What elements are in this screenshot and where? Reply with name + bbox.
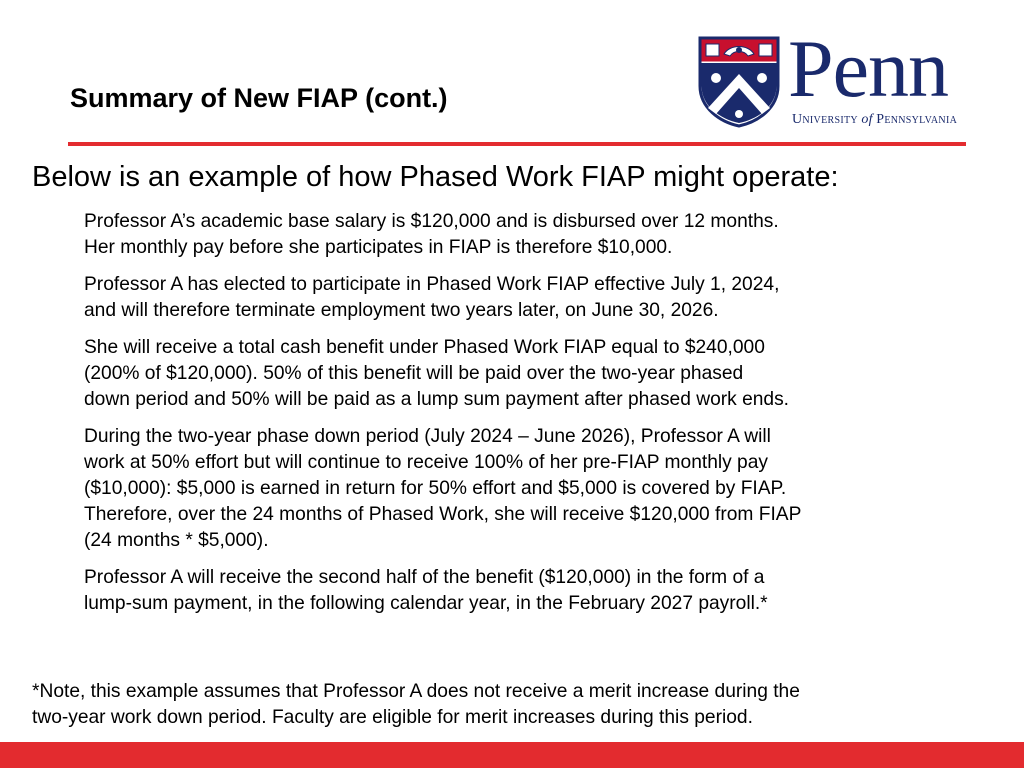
paragraph-election bbox=[84, 272, 964, 324]
paragraph-line: ($10,000): $5,000 is earned in return for 50% effort and $5,000 is covered by FIAP. bbox=[84, 478, 787, 499]
intro-heading: Below is an example of how Phased Work FIAP might operate: bbox=[32, 161, 839, 193]
logo-subtitle-pennsylvania: Pennsylvania bbox=[876, 112, 958, 127]
paragraph-lump-sum bbox=[84, 565, 964, 617]
footnote-line: two-year work down period. Faculty are eligible for merit increases during this period. bbox=[32, 707, 753, 728]
footnote-line: *Note, this example assumes that Professor A does not receive a merit increase during the bbox=[32, 681, 800, 702]
paragraph-line: Therefore, over the 24 months of Phased Work, she will receive $120,000 from FIAP bbox=[84, 504, 802, 525]
penn-shield-icon bbox=[698, 36, 780, 128]
penn-wordmark: Penn bbox=[788, 23, 948, 114]
paragraph-line: lump-sum payment, in the following calendar year, in the February 2027 payroll.* bbox=[84, 593, 768, 614]
slide-title: Summary of New FIAP (cont.) bbox=[70, 83, 448, 113]
footnote bbox=[32, 679, 992, 731]
paragraph-total-benefit bbox=[84, 335, 964, 413]
paragraph-line: Her monthly pay before she participates in FIAP is therefore $10,000. bbox=[84, 237, 673, 258]
paragraph-line: (200% of $120,000). 50% of this benefit will be paid over the two-year phased bbox=[84, 363, 744, 384]
paragraph-line: work at 50% effort but will continue to receive 100% of her pre-FIAP monthly pay bbox=[84, 452, 768, 473]
paragraph-line: During the two-year phase down period (July 2024 – June 2026), Professor A will bbox=[84, 426, 771, 447]
paragraph-line: Professor A’s academic base salary is $120,000 and is disbursed over 12 months. bbox=[84, 211, 779, 232]
footer-accent-bar bbox=[0, 742, 1024, 768]
paragraph-line: Professor A has elected to participate in Phased Work FIAP effective July 1, 2024, bbox=[84, 274, 780, 295]
penn-logo-subtitle bbox=[792, 112, 957, 128]
logo-subtitle-university: University bbox=[792, 112, 858, 127]
paragraph-line: down period and 50% will be paid as a lump sum payment after phased work ends. bbox=[84, 389, 790, 410]
logo-subtitle-of: of bbox=[861, 112, 873, 127]
paragraph-line: (24 months * $5,000). bbox=[84, 530, 269, 551]
paragraph-line: Professor A will receive the second half of the benefit ($120,000) in the form of a bbox=[84, 567, 765, 588]
paragraph-line: and will therefore terminate employment two years later, on June 30, 2026. bbox=[84, 300, 719, 321]
penn-logo bbox=[698, 23, 988, 130]
example-body bbox=[84, 209, 964, 628]
paragraph-base-salary bbox=[84, 209, 964, 261]
title-divider bbox=[68, 142, 966, 146]
paragraph-phase-down bbox=[84, 424, 964, 554]
paragraph-line: She will receive a total cash benefit under Phased Work FIAP equal to $240,000 bbox=[84, 337, 765, 358]
